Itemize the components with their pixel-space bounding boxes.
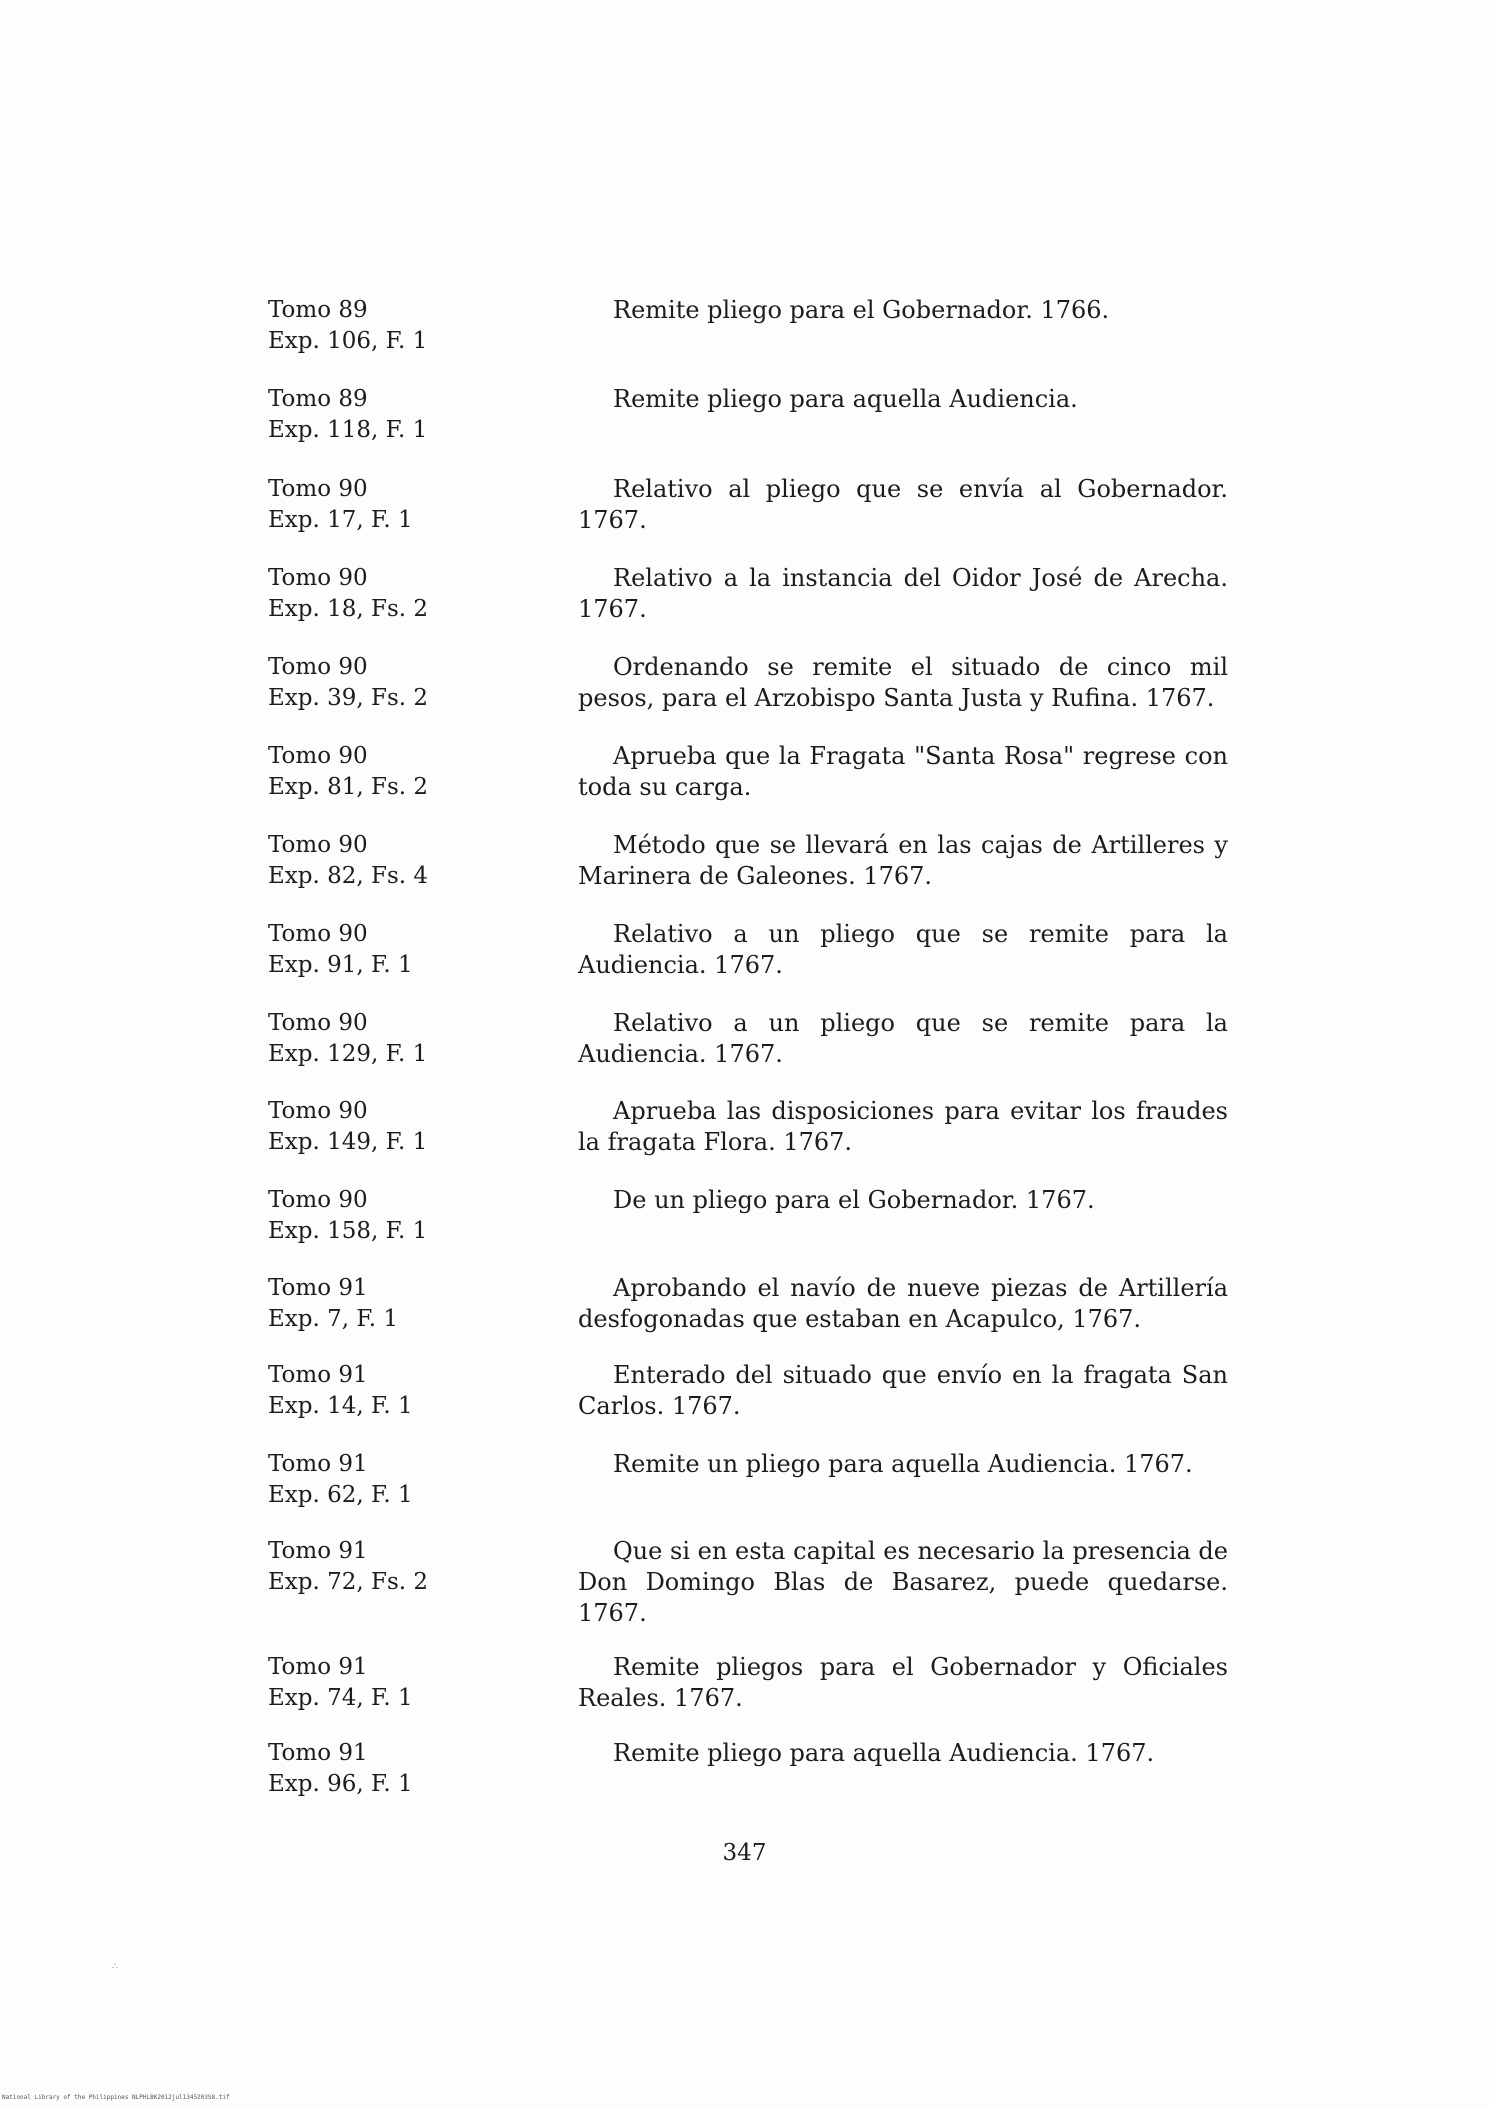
entry-reference xyxy=(268,1536,518,1598)
entry-expediente: Exp. 74, F. 1 xyxy=(268,1685,413,1711)
entry-row xyxy=(268,1738,1228,1808)
entry-description: Aprueba que la Fragata "Santa Rosa" regrese con toda su carga. xyxy=(578,742,1228,801)
entry-reference xyxy=(268,1273,518,1335)
entry-reference xyxy=(268,919,518,981)
entry-tomo: Tomo 90 xyxy=(268,832,368,858)
entry-description: Aprueba las disposiciones para evitar los fraudes la fragata Flora. 1767. xyxy=(578,1097,1228,1156)
entry-expediente: Exp. 7, F. 1 xyxy=(268,1306,398,1332)
entry-description: Ordenando se remite el situado de cinco mil pesos, para el Arzobispo Santa Justa y Rufina. 1767. xyxy=(578,653,1228,712)
entry-expediente: Exp. 14, F. 1 xyxy=(268,1393,413,1419)
entry-row xyxy=(268,1185,1228,1273)
entry-reference xyxy=(268,1738,518,1800)
entry-expediente: Exp. 96, F. 1 xyxy=(268,1771,413,1797)
entry-reference xyxy=(268,1185,518,1247)
scan-speck: ∴ xyxy=(112,1962,118,1972)
entry-tomo: Tomo 90 xyxy=(268,565,368,591)
entry-row xyxy=(268,474,1228,563)
entry-tomo: Tomo 90 xyxy=(268,1187,368,1213)
entry-row xyxy=(268,1273,1228,1360)
entry-reference xyxy=(268,1008,518,1070)
entry-expediente: Exp. 18, Fs. 2 xyxy=(268,596,429,622)
entry-row xyxy=(268,384,1228,474)
entry-row xyxy=(268,1536,1228,1652)
entry-expediente: Exp. 39, Fs. 2 xyxy=(268,685,429,711)
entry-expediente: Exp. 17, F. 1 xyxy=(268,507,413,533)
entry-reference xyxy=(268,652,518,714)
entry-tomo: Tomo 91 xyxy=(268,1740,368,1766)
entry-tomo: Tomo 89 xyxy=(268,297,368,323)
entry-tomo: Tomo 91 xyxy=(268,1275,368,1301)
entry-reference xyxy=(268,1360,518,1422)
entry-expediente: Exp. 106, F. 1 xyxy=(268,328,428,354)
entry-tomo: Tomo 91 xyxy=(268,1362,368,1388)
entry-reference xyxy=(268,295,518,357)
entry-row xyxy=(268,919,1228,1008)
entry-expediente: Exp. 149, F. 1 xyxy=(268,1129,428,1155)
entry-description: Relativo a un pliego que se remite para la Audiencia. 1767. xyxy=(578,1009,1228,1068)
entry-reference xyxy=(268,1652,518,1714)
entry-description: Relativo a un pliego que se remite para la Audiencia. 1767. xyxy=(578,920,1228,979)
entry-row xyxy=(268,1449,1228,1536)
entry-description: Que si en esta capital es necesario la presencia de Don Domingo Blas de Basarez, puede quedarse. 1767. xyxy=(578,1537,1228,1627)
entry-tomo: Tomo 90 xyxy=(268,921,368,947)
entry-tomo: Tomo 91 xyxy=(268,1451,368,1477)
page-number: 347 xyxy=(722,1840,767,1866)
entry-reference xyxy=(268,474,518,536)
entry-expediente: Exp. 129, F. 1 xyxy=(268,1041,428,1067)
entry-list xyxy=(268,295,1228,1808)
entry-expediente: Exp. 62, F. 1 xyxy=(268,1482,413,1508)
entry-reference xyxy=(268,563,518,625)
entry-description: Remite pliego para aquella Audiencia. 1767. xyxy=(613,1739,1155,1767)
entry-row xyxy=(268,1008,1228,1096)
entry-tomo: Tomo 90 xyxy=(268,654,368,680)
entry-tomo: Tomo 90 xyxy=(268,1010,368,1036)
entry-reference xyxy=(268,1449,518,1511)
entry-row xyxy=(268,741,1228,830)
entry-description: Remite pliego para el Gobernador. 1766. xyxy=(613,296,1110,324)
entry-expediente: Exp. 118, F. 1 xyxy=(268,417,428,443)
entry-reference xyxy=(268,1096,518,1158)
entry-description: Método que se llevará en las cajas de Artilleres y Marinera de Galeones. 1767. xyxy=(578,831,1228,890)
entry-tomo: Tomo 91 xyxy=(268,1538,368,1564)
entry-row xyxy=(268,652,1228,741)
entry-tomo: Tomo 91 xyxy=(268,1654,368,1680)
entry-reference xyxy=(268,384,518,446)
entry-tomo: Tomo 90 xyxy=(268,476,368,502)
entry-reference xyxy=(268,741,518,803)
entry-row xyxy=(268,563,1228,652)
entry-expediente: Exp. 72, Fs. 2 xyxy=(268,1569,429,1595)
entry-tomo: Tomo 90 xyxy=(268,1098,368,1124)
scan-footer-stamp: National Library of the Philippines NLPHLBK2012jul1345203S8.tif xyxy=(2,2094,230,2101)
entry-tomo: Tomo 89 xyxy=(268,386,368,412)
entry-description: Relativo a la instancia del Oidor José de Arecha. 1767. xyxy=(578,564,1228,623)
entry-description: Remite un pliego para aquella Audiencia. 1767. xyxy=(613,1450,1193,1478)
entry-expediente: Exp. 158, F. 1 xyxy=(268,1218,428,1244)
entry-description: De un pliego para el Gobernador. 1767. xyxy=(613,1186,1095,1214)
entry-expediente: Exp. 82, Fs. 4 xyxy=(268,863,429,889)
entry-tomo: Tomo 90 xyxy=(268,743,368,769)
entry-expediente: Exp. 91, F. 1 xyxy=(268,952,413,978)
entry-reference xyxy=(268,830,518,892)
entry-row xyxy=(268,830,1228,919)
entry-row xyxy=(268,1096,1228,1185)
entry-row xyxy=(268,1652,1228,1738)
entry-description: Remite pliegos para el Gobernador y Oficiales Reales. 1767. xyxy=(578,1653,1228,1712)
entry-row xyxy=(268,1360,1228,1449)
entry-description: Aprobando el navío de nueve piezas de Artillería desfogonadas que estaban en Acapulco, 1767. xyxy=(578,1274,1228,1333)
entry-expediente: Exp. 81, Fs. 2 xyxy=(268,774,429,800)
entry-description: Remite pliego para aquella Audiencia. xyxy=(613,385,1078,413)
entry-description: Enterado del situado que envío en la fragata San Carlos. 1767. xyxy=(578,1361,1228,1420)
entry-description: Relativo al pliego que se envía al Gobernador. 1767. xyxy=(578,475,1228,534)
entry-row xyxy=(268,295,1228,384)
